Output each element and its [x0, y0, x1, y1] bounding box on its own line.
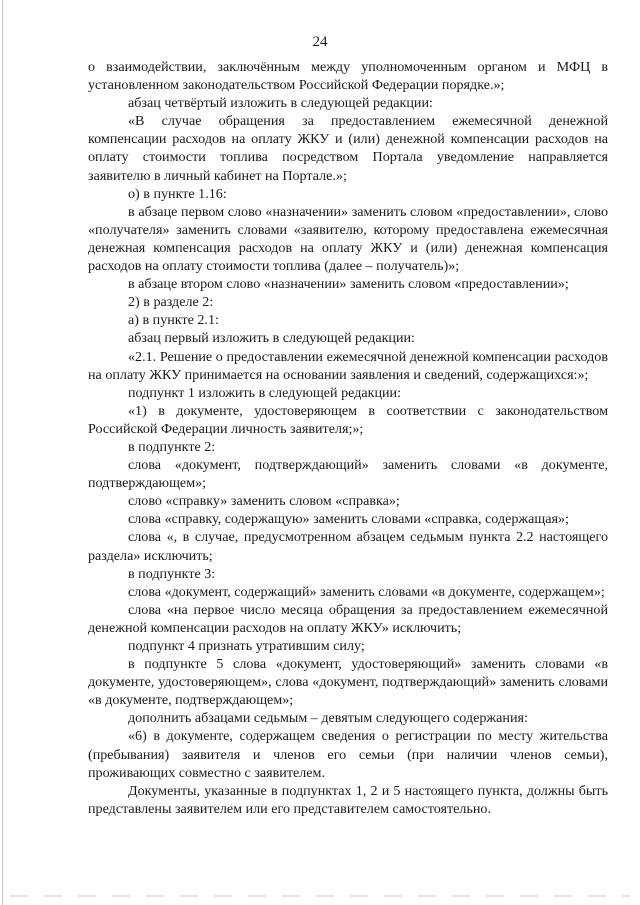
paragraph: слова «на первое число месяца обращения за предоставлением ежемесячной денежной компенсации расходов на оплату ЖКУ» исключить;: [88, 601, 608, 636]
paragraph: слова «документ, содержащий» заменить словами «в документе, содержащем»;: [128, 583, 605, 600]
paragraph: слово «справку» заменить словом «справка»;: [128, 493, 400, 510]
paragraph: Документы, указанные в подпунктах 1, 2 и 5 настоящего пункта, должны быть представлены заявителем или его представителем самостоятельно.: [88, 782, 608, 817]
page-number: 24: [312, 34, 328, 50]
scan-bottom-speckle: [10, 895, 630, 897]
paragraph: подпункт 1 изложить в следующей редакции:: [128, 384, 402, 401]
paragraph: в подпункте 3:: [128, 565, 216, 582]
paragraph: дополнить абзацами седьмым – девятым следующего содержания:: [128, 710, 528, 727]
paragraph: слова «документ, подтверждающий» заменить словами «в документе, подтверждающем»;: [88, 457, 608, 492]
paragraph: слова «, в случае, предусмотренном абзацем седьмым пункта 2.2 настоящего раздела» исключить;: [88, 529, 608, 564]
paragraph: «6) в документе, содержащем сведения о регистрации по месту жительства (пребывания) заявителя и членов его семьи (при наличии членов семьи), проживающих совместно с заявителем.: [88, 728, 608, 781]
paragraph: а) в пункте 2.1:: [128, 312, 219, 329]
document-body: [88, 58, 608, 818]
paragraph: «2.1. Решение о предоставлении ежемесячной денежной компенсации расходов на оплату ЖКУ принимается на основании заявления и сведений, содержащихся:»;: [88, 348, 608, 383]
paragraph: подпункт 4 признать утратившим силу;: [128, 638, 365, 654]
paragraph: в подпункте 5 слова «документ, удостоверяющий» заменить словами «в документе, удостоверяющем», слова «документ, подтверждающий» заменить словами «в документе, подтверждающем»;: [88, 656, 608, 709]
paragraph: в подпункте 2:: [128, 438, 216, 455]
paragraph: «1) в документе, удостоверяющем в соответствии с законодательством Российской Федерации личность заявителя;»;: [88, 402, 608, 437]
scan-left-edge: [2, 0, 3, 905]
paragraph: о взаимодействии, заключённым между уполномоченным органом и МФЦ в установленном законодательством Российской Федерации порядке.»;: [88, 59, 608, 94]
paragraph: слова «справку, содержащую» заменить словами «справка, содержащая»;: [128, 511, 569, 528]
paragraph: «В случае обращения за предоставлением ежемесячной денежной компенсации расходов на оплату ЖКУ и (или) денежной компенсации расходов на оплату стоимости топлива посредством Портала уведомление направляется заявителю в личный кабинет на Портале.»;: [88, 113, 608, 184]
paragraph: 2) в разделе 2:: [128, 294, 214, 311]
paragraph: о) в пункте 1.16:: [128, 185, 227, 202]
paragraph: в абзаце первом слово «назначении» заменить словом «предоставлении», слово «получателя» заменить словами «заявителю, которому предоставлена ежемесячная денежная компенсация расходов на оплату ЖКУ и (или) денежная компенсация расходов на оплату стоимости топлива (далее – получатель)»;: [88, 203, 608, 275]
paragraph: в абзаце втором слово «назначении» заменить словом «предоставлении»;: [128, 276, 569, 293]
paragraph: абзац первый изложить в следующей редакции:: [128, 330, 415, 347]
paragraph: абзац четвёртый изложить в следующей редакции:: [128, 95, 433, 112]
